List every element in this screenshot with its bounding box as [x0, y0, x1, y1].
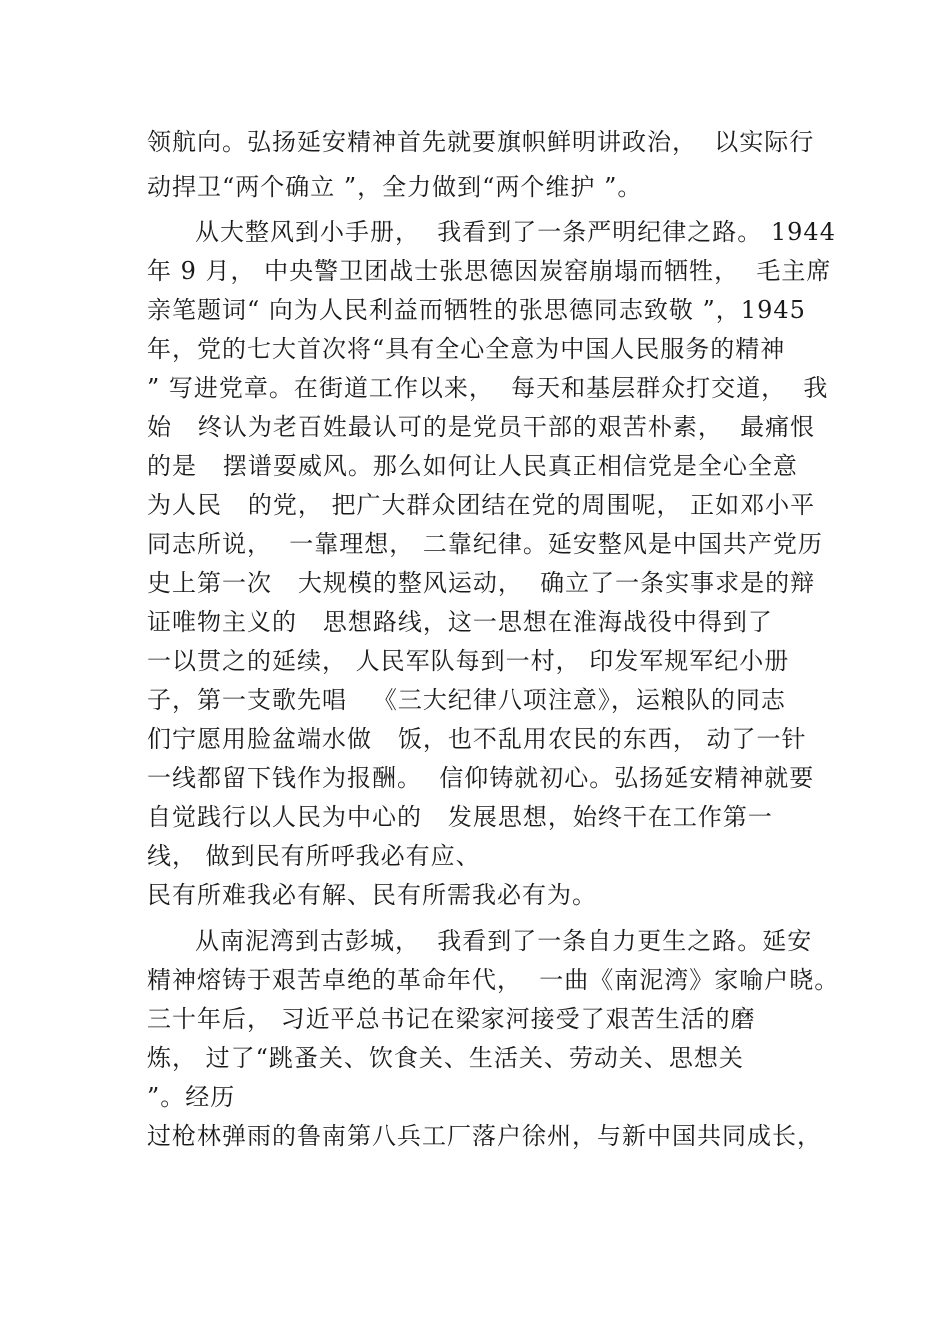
text-line: 亲笔题词“ 向为人民利益而牺牲的张思德同志致敬 ”，1945 [147, 296, 806, 324]
text-line: 过枪林弹雨的鲁南第八兵工厂落户徐州，与新中国共同成长， [147, 1122, 822, 1150]
text-line: 精神熔铸于艰苦卓绝的革命年代， 一曲《南泥湾》家喻户晓。 [147, 966, 840, 994]
text-line: 同志所说， 一靠理想， 二靠纪律。延安整风是中国共产党历 [147, 530, 823, 558]
text-line: 民有所难我必有解、民有所需我必有为。 [147, 881, 597, 909]
text-line: 子，第一支歌先唱 《三大纪律八项注意》，运粮队的同志 [147, 686, 786, 714]
text-line: 炼， 过了“跳蚤关、饮食关、生活关、劳动关、思想关 [147, 1044, 744, 1072]
text-line: 一线都留下钱作为报酬。 信仰铸就初心。弘扬延安精神就要 [147, 764, 815, 792]
text-line: 年，党的七大首次将“具有全心全意为中国人民服务的精神 [147, 335, 786, 363]
paragraph-start-line: 从南泥湾到古彭城， 我看到了一条自力更生之路。延安 [195, 927, 813, 955]
text-line: 为人民 的党， 把广大群众团结在党的周围呢， 正如邓小平 [147, 491, 816, 519]
text-line: 线， 做到民有所呼我必有应、 [147, 842, 481, 870]
text-line: 年 9 月， 中央警卫团战士张思德因炭窑崩塌而牺牲， 毛主席 [147, 257, 832, 285]
text-line: 三十年后， 习近平总书记在梁家河接受了艰苦生活的磨 [147, 1005, 756, 1033]
text-line: ” 写进党章。在街道工作以来， 每天和基层群众打交道， 我 [147, 374, 829, 402]
text-line: 们宁愿用脸盆端水做 饭，也不乱用农民的东西， 动了一针 [147, 725, 807, 753]
text-line: 始 终认为老百姓最认可的是党员干部的艰苦朴素， 最痛恨 [147, 413, 816, 441]
text-line: 的是 摆谱耍威风。那么如何让人民真正相信党是全心全意 [147, 452, 798, 480]
text-line: 史上第一次 大规模的整风运动， 确立了一条实事求是的辩 [147, 569, 816, 597]
text-line: 一以贯之的延续， 人民军队每到一村， 印发军规军纪小册 [147, 647, 790, 675]
text-line: ”。经历 [147, 1083, 236, 1111]
text-line: 证唯物主义的 思想路线，这一思想在淮海战役中得到了 [147, 608, 773, 636]
text-line: 动捍卫“两个确立 ”，全力做到“两个维护 ”。 [147, 173, 643, 201]
text-line: 自觉践行以人民为中心的 发展思想，始终干在工作第一 [147, 803, 773, 831]
paragraph-start-line: 从大整风到小手册， 我看到了一条严明纪律之路。 1944 [195, 218, 836, 246]
text-line: 领航向。弘扬延安精神首先就要旗帜鲜明讲政治， 以实际行 [147, 128, 815, 156]
